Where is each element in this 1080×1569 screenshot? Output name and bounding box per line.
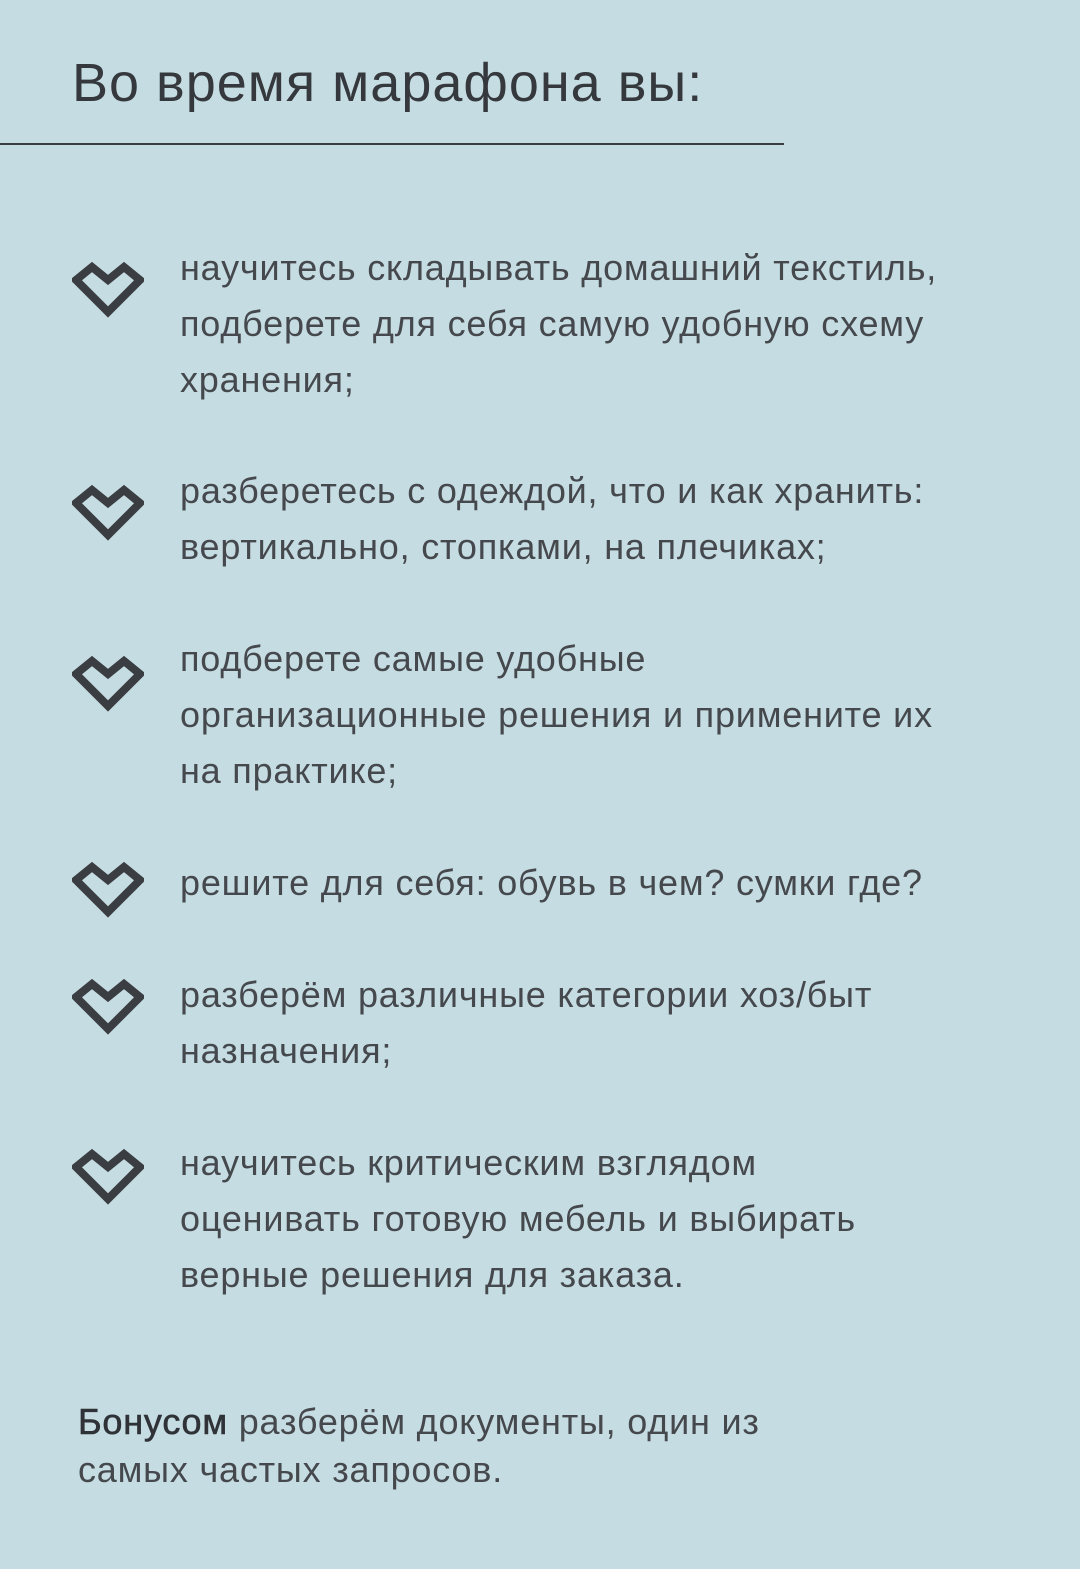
list-item-line: решите для себя: обувь в чем? сумки где? [180, 862, 923, 903]
bonus-label: Бонусом [78, 1401, 228, 1442]
header-divider [0, 143, 784, 145]
list-item-text [180, 631, 1060, 799]
heart-outline-icon [72, 485, 144, 543]
list-item-text [180, 1135, 1060, 1303]
list-item-line: вертикально, стопками, на плечиках; [180, 526, 827, 567]
heart-outline-icon [72, 262, 144, 320]
heart-outline-icon [72, 979, 144, 1037]
bonus-line [78, 1398, 978, 1446]
list-item-line: верные решения для заказа. [180, 1254, 685, 1295]
heart-outline-icon [72, 1149, 144, 1207]
list-item-line: научитесь складывать домашний текстиль, [180, 247, 938, 288]
list-item-line: разберетесь с одеждой, что и как хранить: [180, 470, 925, 511]
list-item-line: научитесь критическим взглядом [180, 1142, 757, 1183]
list-item-text [180, 967, 1060, 1079]
list-item-line: назначения; [180, 1030, 393, 1071]
bonus-line: самых частых запросов. [78, 1449, 504, 1490]
list-item-text [180, 463, 1060, 575]
list-item-line: подберете для себя самую удобную схему [180, 303, 925, 344]
bonus-text: разберём документы, один из [227, 1401, 760, 1442]
list-item-line: подберете самые удобные [180, 638, 647, 679]
heart-outline-icon [72, 862, 144, 920]
heart-outline-icon [72, 656, 144, 714]
list-item-line: хранения; [180, 359, 355, 400]
list-item-line: разберём различные категории хоз/быт [180, 974, 873, 1015]
bonus-note [78, 1398, 978, 1494]
page-title: Во время марафона вы: [72, 53, 704, 113]
list-item-line: оценивать готовую мебель и выбирать [180, 1198, 856, 1239]
list-item-line: на практике; [180, 750, 398, 791]
list-item-text [180, 240, 1060, 408]
list-item-text [180, 855, 1060, 911]
list-item-line: организационные решения и примените их [180, 694, 933, 735]
